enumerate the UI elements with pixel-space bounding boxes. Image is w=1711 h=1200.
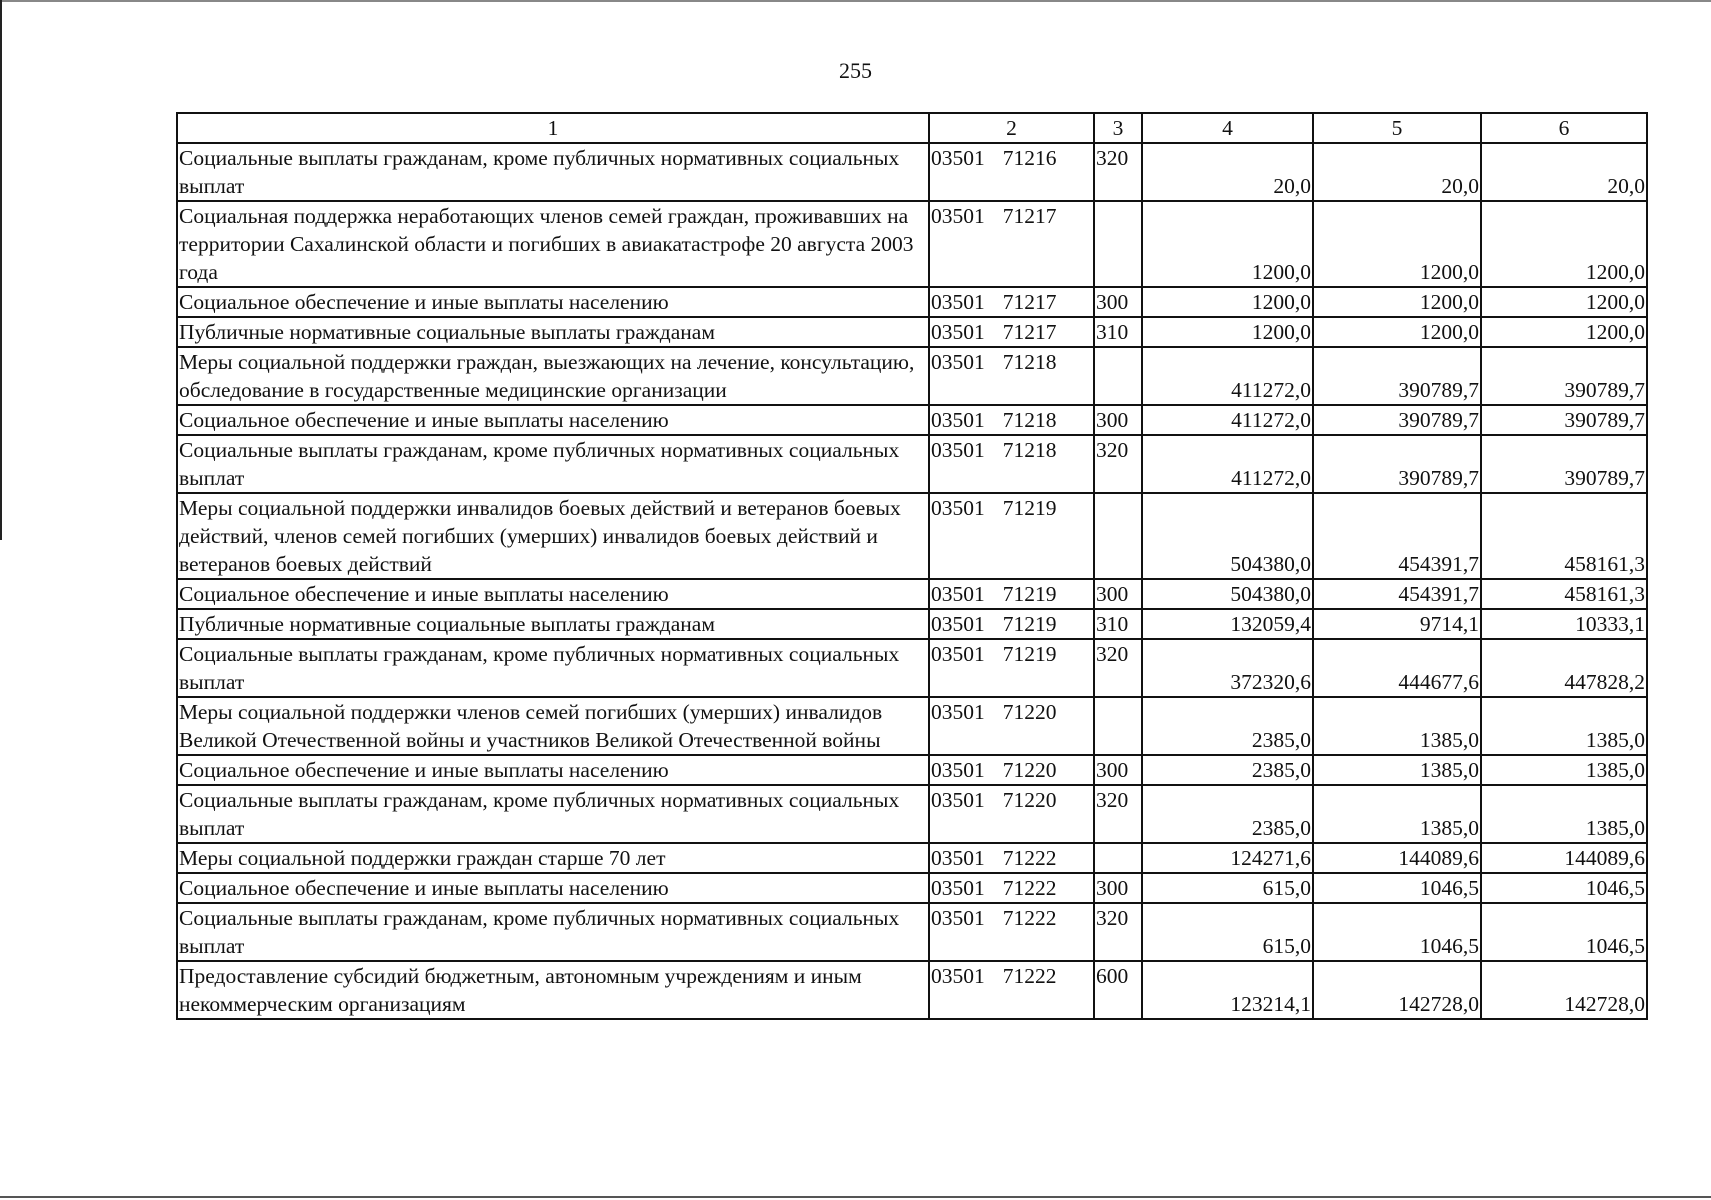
row-name: Социальные выплаты гражданам, кроме публичных нормативных социальных выплат	[177, 639, 929, 697]
table-row	[177, 201, 1647, 287]
row-value-col-4: 1200,0	[1142, 201, 1313, 287]
table-row	[177, 785, 1647, 843]
row-code	[929, 317, 1094, 347]
row-code-section: 03501	[931, 290, 985, 314]
row-code-target: 71222	[1002, 906, 1057, 930]
row-expense-type	[1094, 347, 1142, 405]
row-value-col-5: 390789,7	[1313, 405, 1481, 435]
row-value-col-6: 1200,0	[1481, 317, 1647, 347]
row-expense-type: 320	[1094, 435, 1142, 493]
header-col-4: 4	[1142, 113, 1313, 143]
budget-table	[176, 112, 1648, 1020]
row-code	[929, 201, 1094, 287]
row-name: Социальные выплаты гражданам, кроме публичных нормативных социальных выплат	[177, 143, 929, 201]
row-value-col-5: 1046,5	[1313, 903, 1481, 961]
row-code	[929, 843, 1094, 873]
row-code	[929, 961, 1094, 1019]
row-value-col-6: 1385,0	[1481, 697, 1647, 755]
row-code-target: 71222	[1002, 964, 1057, 988]
row-value-col-6: 1200,0	[1481, 201, 1647, 287]
row-value-col-5: 1046,5	[1313, 873, 1481, 903]
row-code-section: 03501	[931, 146, 985, 170]
row-code	[929, 903, 1094, 961]
row-code-target: 71217	[1002, 290, 1057, 314]
row-value-col-6: 20,0	[1481, 143, 1647, 201]
row-value-col-6: 1046,5	[1481, 873, 1647, 903]
row-code-section: 03501	[931, 582, 985, 606]
row-value-col-5: 454391,7	[1313, 579, 1481, 609]
row-name: Меры социальной поддержки членов семей погибших (умерших) инвалидов Великой Отечественной войны и участников Великой Отечественной войны	[177, 697, 929, 755]
row-value-col-6: 1385,0	[1481, 755, 1647, 785]
page-number: 255	[839, 58, 872, 83]
row-value-col-6: 144089,6	[1481, 843, 1647, 873]
row-code	[929, 639, 1094, 697]
row-code	[929, 287, 1094, 317]
row-value-col-6: 1385,0	[1481, 785, 1647, 843]
row-value-col-4: 411272,0	[1142, 405, 1313, 435]
row-value-col-4: 504380,0	[1142, 493, 1313, 579]
row-name: Социальное обеспечение и иные выплаты населению	[177, 873, 929, 903]
row-value-col-6: 447828,2	[1481, 639, 1647, 697]
scan-bottom-edge	[0, 1196, 1711, 1198]
row-expense-type: 300	[1094, 873, 1142, 903]
table-row	[177, 579, 1647, 609]
row-expense-type: 320	[1094, 143, 1142, 201]
row-expense-type: 300	[1094, 755, 1142, 785]
row-code-target: 71217	[1002, 204, 1057, 228]
row-value-col-5: 1385,0	[1313, 785, 1481, 843]
row-code	[929, 143, 1094, 201]
table-row	[177, 903, 1647, 961]
row-value-col-5: 1385,0	[1313, 755, 1481, 785]
row-value-col-5: 1200,0	[1313, 201, 1481, 287]
row-code-target: 71222	[1002, 876, 1057, 900]
row-code-section: 03501	[931, 204, 985, 228]
row-value-col-4: 1200,0	[1142, 287, 1313, 317]
row-name: Социальные выплаты гражданам, кроме публичных нормативных социальных выплат	[177, 435, 929, 493]
row-expense-type	[1094, 493, 1142, 579]
row-value-col-4: 2385,0	[1142, 755, 1313, 785]
row-code	[929, 697, 1094, 755]
row-name: Меры социальной поддержки инвалидов боевых действий и ветеранов боевых действий, членов семей погибших (умерших) инвалидов боевых действий и ветеранов боевых действий	[177, 493, 929, 579]
row-value-col-4: 615,0	[1142, 903, 1313, 961]
row-code-target: 71222	[1002, 846, 1057, 870]
row-value-col-6: 390789,7	[1481, 405, 1647, 435]
row-code	[929, 785, 1094, 843]
row-value-col-4: 123214,1	[1142, 961, 1313, 1019]
table-row	[177, 317, 1647, 347]
row-value-col-5: 454391,7	[1313, 493, 1481, 579]
row-name: Публичные нормативные социальные выплаты гражданам	[177, 317, 929, 347]
row-value-col-5: 1200,0	[1313, 287, 1481, 317]
table-row	[177, 287, 1647, 317]
row-code-section: 03501	[931, 788, 985, 812]
row-expense-type: 300	[1094, 579, 1142, 609]
row-code-target: 71218	[1002, 350, 1057, 374]
row-value-col-4: 20,0	[1142, 143, 1313, 201]
row-value-col-4: 411272,0	[1142, 435, 1313, 493]
row-code-target: 71219	[1002, 582, 1057, 606]
row-name: Социальные выплаты гражданам, кроме публичных нормативных социальных выплат	[177, 903, 929, 961]
row-code	[929, 347, 1094, 405]
row-name: Социальное обеспечение и иные выплаты населению	[177, 755, 929, 785]
row-name: Социальные выплаты гражданам, кроме публичных нормативных социальных выплат	[177, 785, 929, 843]
row-expense-type: 320	[1094, 785, 1142, 843]
row-code	[929, 873, 1094, 903]
row-value-col-4: 1200,0	[1142, 317, 1313, 347]
row-value-col-6: 390789,7	[1481, 347, 1647, 405]
row-expense-type	[1094, 697, 1142, 755]
row-code	[929, 609, 1094, 639]
row-expense-type: 300	[1094, 287, 1142, 317]
row-code-target: 71220	[1002, 758, 1057, 782]
row-name: Социальное обеспечение и иные выплаты населению	[177, 287, 929, 317]
row-value-col-6: 390789,7	[1481, 435, 1647, 493]
row-code-section: 03501	[931, 876, 985, 900]
row-code-target: 71216	[1002, 146, 1057, 170]
row-code-target: 71220	[1002, 788, 1057, 812]
row-code-section: 03501	[931, 408, 985, 432]
scan-top-edge	[0, 0, 1711, 2]
row-value-col-4: 411272,0	[1142, 347, 1313, 405]
row-value-col-5: 1385,0	[1313, 697, 1481, 755]
table-body	[177, 143, 1647, 1019]
row-name: Социальное обеспечение и иные выплаты населению	[177, 579, 929, 609]
row-value-col-4: 2385,0	[1142, 697, 1313, 755]
row-value-col-4: 2385,0	[1142, 785, 1313, 843]
table-row	[177, 609, 1647, 639]
row-value-col-5: 1200,0	[1313, 317, 1481, 347]
header-col-6: 6	[1481, 113, 1647, 143]
row-value-col-6: 1046,5	[1481, 903, 1647, 961]
table-row	[177, 639, 1647, 697]
table-row	[177, 347, 1647, 405]
row-name: Социальная поддержка неработающих членов семей граждан, проживавших на территории Сахалинской области и погибших в авиакатастрофе 20 августа 2003 года	[177, 201, 929, 287]
table-row	[177, 143, 1647, 201]
row-value-col-6: 458161,3	[1481, 493, 1647, 579]
row-code-section: 03501	[931, 964, 985, 988]
row-code	[929, 579, 1094, 609]
row-code	[929, 755, 1094, 785]
row-value-col-4: 132059,4	[1142, 609, 1313, 639]
table-row	[177, 873, 1647, 903]
row-code-section: 03501	[931, 906, 985, 930]
row-value-col-5: 142728,0	[1313, 961, 1481, 1019]
row-code-target: 71220	[1002, 700, 1057, 724]
row-name: Меры социальной поддержки граждан старше 70 лет	[177, 843, 929, 873]
row-name: Меры социальной поддержки граждан, выезжающих на лечение, консультацию, обследование в государственные медицинские организации	[177, 347, 929, 405]
row-code-section: 03501	[931, 350, 985, 374]
row-code-section: 03501	[931, 846, 985, 870]
row-value-col-5: 390789,7	[1313, 347, 1481, 405]
table-row	[177, 961, 1647, 1019]
row-code	[929, 493, 1094, 579]
row-value-col-6: 458161,3	[1481, 579, 1647, 609]
row-code-target: 71219	[1002, 642, 1057, 666]
row-code-section: 03501	[931, 642, 985, 666]
row-expense-type: 300	[1094, 405, 1142, 435]
row-code	[929, 405, 1094, 435]
row-code-section: 03501	[931, 612, 985, 636]
row-code-target: 71218	[1002, 438, 1057, 462]
header-col-1: 1	[177, 113, 929, 143]
row-name: Предоставление субсидий бюджетным, автономным учреждениям и иным некоммерческим организациям	[177, 961, 929, 1019]
table-row	[177, 493, 1647, 579]
row-expense-type: 310	[1094, 317, 1142, 347]
row-code-section: 03501	[931, 700, 985, 724]
row-code-target: 71219	[1002, 496, 1057, 520]
row-value-col-6: 10333,1	[1481, 609, 1647, 639]
row-expense-type: 310	[1094, 609, 1142, 639]
row-value-col-4: 504380,0	[1142, 579, 1313, 609]
header-row	[177, 113, 1647, 143]
header-col-3: 3	[1094, 113, 1142, 143]
row-name: Публичные нормативные социальные выплаты гражданам	[177, 609, 929, 639]
table-row	[177, 405, 1647, 435]
row-value-col-5: 20,0	[1313, 143, 1481, 201]
row-code-section: 03501	[931, 496, 985, 520]
row-code-section: 03501	[931, 320, 985, 344]
row-expense-type	[1094, 843, 1142, 873]
row-name: Социальное обеспечение и иные выплаты населению	[177, 405, 929, 435]
header-col-2: 2	[929, 113, 1094, 143]
table-row	[177, 697, 1647, 755]
row-value-col-5: 390789,7	[1313, 435, 1481, 493]
row-value-col-5: 9714,1	[1313, 609, 1481, 639]
table-row	[177, 755, 1647, 785]
table-row	[177, 843, 1647, 873]
row-code-target: 71219	[1002, 612, 1057, 636]
row-code	[929, 435, 1094, 493]
row-value-col-4: 615,0	[1142, 873, 1313, 903]
row-value-col-5: 444677,6	[1313, 639, 1481, 697]
row-expense-type: 320	[1094, 903, 1142, 961]
table-row	[177, 435, 1647, 493]
row-expense-type: 600	[1094, 961, 1142, 1019]
table-header	[177, 113, 1647, 143]
row-value-col-4: 372320,6	[1142, 639, 1313, 697]
row-code-section: 03501	[931, 438, 985, 462]
row-value-col-6: 142728,0	[1481, 961, 1647, 1019]
row-code-section: 03501	[931, 758, 985, 782]
header-col-5: 5	[1313, 113, 1481, 143]
row-value-col-5: 144089,6	[1313, 843, 1481, 873]
row-expense-type: 320	[1094, 639, 1142, 697]
row-value-col-6: 1200,0	[1481, 287, 1647, 317]
row-value-col-4: 124271,6	[1142, 843, 1313, 873]
row-code-target: 71218	[1002, 408, 1057, 432]
row-expense-type	[1094, 201, 1142, 287]
row-code-target: 71217	[1002, 320, 1057, 344]
